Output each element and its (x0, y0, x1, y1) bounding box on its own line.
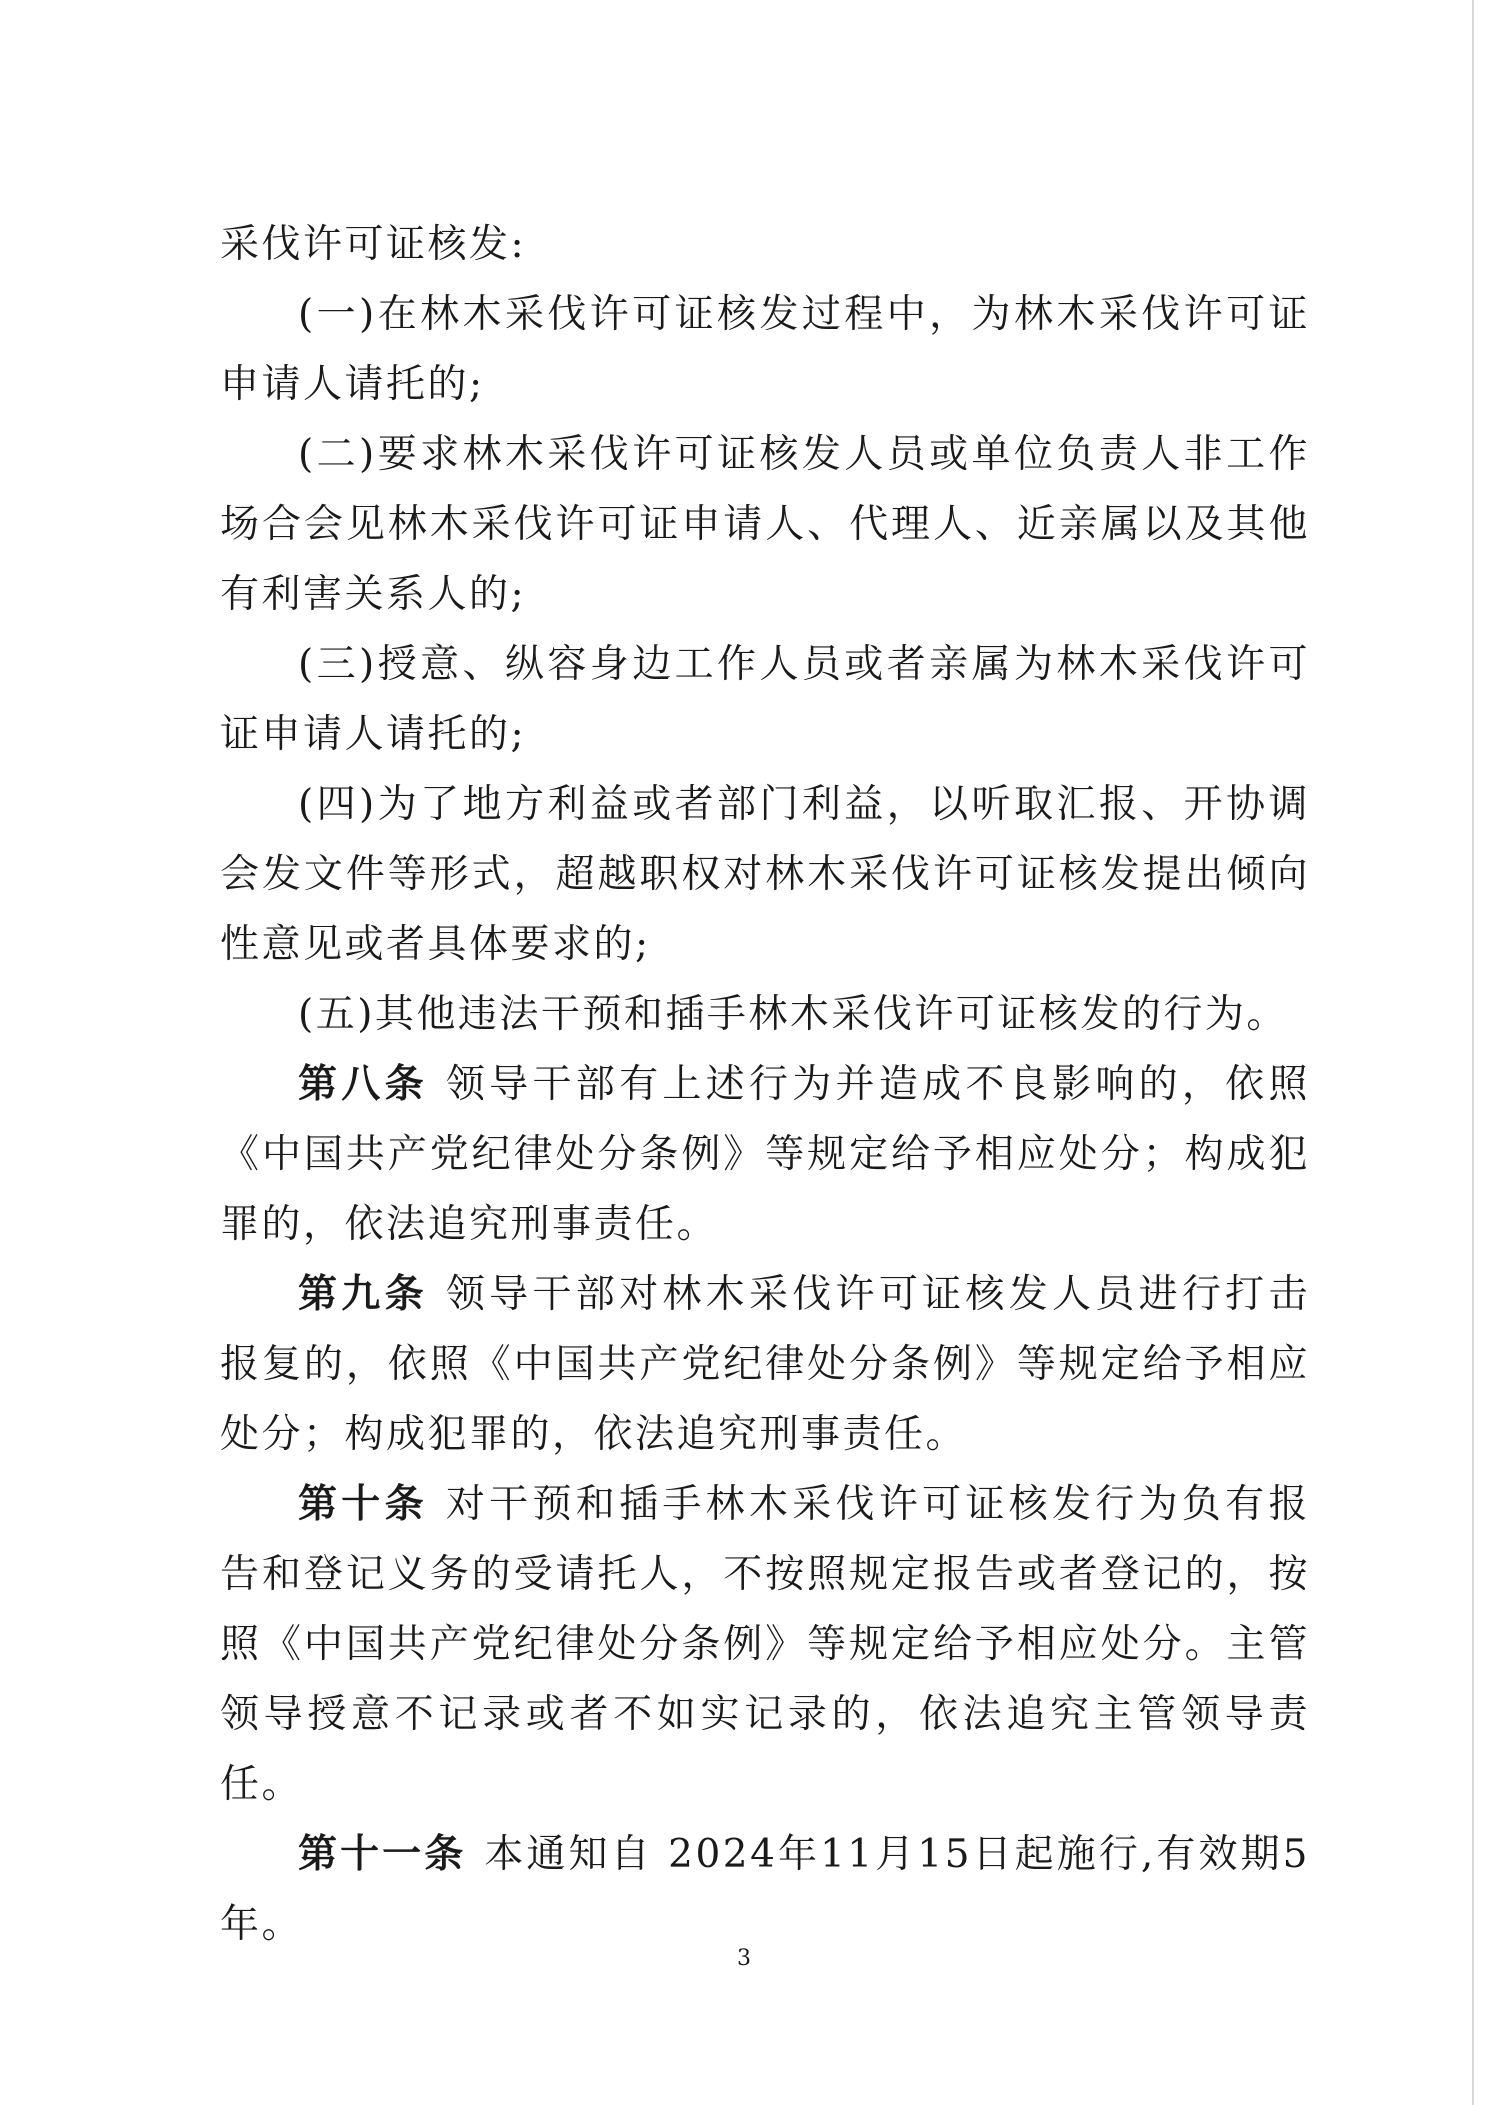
article-8-label: 第八条 (298, 1062, 428, 1107)
article-8 (220, 1050, 1310, 1260)
article-9 (220, 1260, 1310, 1470)
document-body (220, 210, 1310, 1960)
article-10-text: 对干预和插手林木采伐许可证核发行为负有报告和登记义务的受请托人，不按照规定报告或者登记的，按照《中国共产党纪律处分条例》等规定给予相应处分。主管领导授意不记录或者不如实记录的，依法追究主管领导责任。 (220, 1482, 1310, 1807)
article-10 (220, 1470, 1310, 1820)
scan-edge-line (1472, 0, 1474, 2105)
list-item-2: (二)要求林木采伐许可证核发人员或单位负责人非工作场合会见林木采伐许可证申请人、代理人、近亲属以及其他有利害关系人的; (220, 432, 1310, 617)
article-9-label: 第九条 (298, 1272, 428, 1317)
article-11-label: 第十一条 (298, 1832, 467, 1877)
list-item-4: (四)为了地方利益或者部门利益，以听取汇报、开协调会发文件等形式，超越职权对林木采伐许可证核发提出倾向性意见或者具体要求的; (220, 782, 1310, 967)
article-10-label: 第十条 (298, 1482, 428, 1527)
intro-paragraph: 采伐许可证核发: (220, 222, 527, 267)
list-item-3: (三)授意、纵容身边工作人员或者亲属为林木采伐许可证申请人请托的; (220, 642, 1310, 757)
article-9-text: 领导干部对林木采伐许可证核发人员进行打击报复的，依照《中国共产党纪律处分条例》等规定给予相应处分；构成犯罪的，依法追究刑事责任。 (220, 1272, 1310, 1457)
article-8-text: 领导干部有上述行为并造成不良影响的，依照《中国共产党纪律处分条例》等规定给予相应处分；构成犯罪的，依法追究刑事责任。 (220, 1062, 1310, 1247)
article-11 (220, 1820, 1310, 1960)
list-item-1: (一)在林木采伐许可证核发过程中，为林木采伐许可证申请人请托的; (220, 292, 1310, 407)
article-11-text: 本通知自 2024年11月15日起施行,有效期5年。 (220, 1832, 1310, 1947)
page-number: 3 (737, 1946, 751, 1971)
list-item-5: (五)其他违法干预和插手林木采伐许可证核发的行为。 (298, 992, 1288, 1037)
